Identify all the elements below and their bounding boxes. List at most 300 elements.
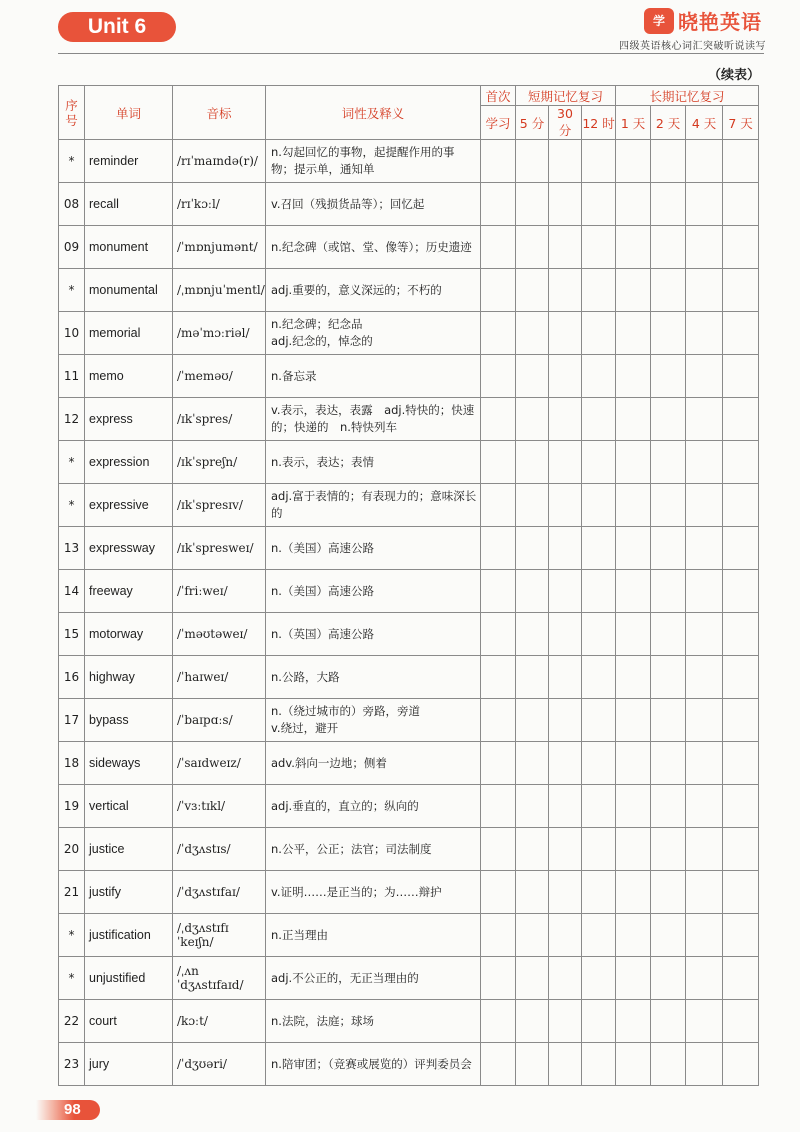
header-first-study-a: 首次 (481, 86, 516, 106)
brand-logo (644, 6, 762, 35)
review-checkbox-cell[interactable] (582, 570, 616, 613)
review-checkbox-cell[interactable] (723, 828, 759, 871)
review-checkbox-cell[interactable] (582, 957, 616, 1000)
phonetic-cell: /ˌmɒnjuˈmentl/ (173, 269, 266, 312)
row-number: 11 (59, 355, 85, 398)
review-checkbox-cell[interactable] (723, 1043, 759, 1086)
word-cell: freeway (85, 570, 173, 613)
review-checkbox-cell[interactable] (516, 957, 549, 1000)
review-checkbox-cell[interactable] (582, 226, 616, 269)
review-checkbox-cell[interactable] (549, 699, 582, 742)
review-checkbox-cell[interactable] (686, 140, 723, 183)
review-checkbox-cell[interactable] (686, 656, 723, 699)
word-cell: justification (85, 914, 173, 957)
definition-cell (266, 742, 481, 785)
definition-cell (266, 699, 481, 742)
review-checkbox-cell[interactable] (686, 957, 723, 1000)
review-checkbox-cell[interactable] (582, 355, 616, 398)
definition-cell (266, 613, 481, 656)
review-checkbox-cell[interactable] (651, 828, 686, 871)
review-checkbox-cell[interactable] (651, 226, 686, 269)
review-checkbox-cell[interactable] (516, 785, 549, 828)
review-checkbox-cell[interactable] (651, 914, 686, 957)
review-checkbox-cell[interactable] (616, 484, 651, 527)
review-checkbox-cell[interactable] (616, 226, 651, 269)
review-checkbox-cell[interactable] (616, 828, 651, 871)
table-row (59, 914, 759, 957)
review-checkbox-cell[interactable] (723, 1000, 759, 1043)
definition-line: n.公平，公正；法官；司法制度 (271, 841, 432, 856)
word-cell: expression (85, 441, 173, 484)
review-checkbox-cell[interactable] (651, 699, 686, 742)
review-checkbox-cell[interactable] (516, 183, 549, 226)
review-checkbox-cell[interactable] (516, 527, 549, 570)
review-checkbox-cell[interactable] (616, 1000, 651, 1043)
review-checkbox-cell[interactable] (516, 699, 549, 742)
phonetic-cell: /ˈmɒnjumənt/ (173, 226, 266, 269)
phonetic-cell: /ɪkˈspres/ (173, 398, 266, 441)
review-checkbox-cell[interactable] (616, 269, 651, 312)
review-checkbox-cell[interactable] (582, 656, 616, 699)
phonetic-cell: /ˈdʒʊəri/ (173, 1043, 266, 1086)
definition-cell (266, 312, 481, 355)
phonetic-cell: /ɪkˈspresɪv/ (173, 484, 266, 527)
review-checkbox-cell[interactable] (686, 226, 723, 269)
review-checkbox-cell[interactable] (481, 355, 516, 398)
review-checkbox-cell[interactable] (616, 785, 651, 828)
row-number: 17 (59, 699, 85, 742)
review-checkbox-cell[interactable] (481, 570, 516, 613)
review-checkbox-cell[interactable] (616, 183, 651, 226)
review-checkbox-cell[interactable] (686, 484, 723, 527)
review-checkbox-cell[interactable] (549, 1043, 582, 1086)
review-checkbox-cell[interactable] (616, 355, 651, 398)
review-checkbox-cell[interactable] (549, 871, 582, 914)
review-checkbox-cell[interactable] (549, 398, 582, 441)
definition-line: n.正当理由 (271, 927, 328, 942)
review-checkbox-cell[interactable] (651, 656, 686, 699)
row-number: 15 (59, 613, 85, 656)
definition-line: adv.斜向一边地；侧着 (271, 755, 387, 770)
review-checkbox-cell[interactable] (723, 441, 759, 484)
review-checkbox-cell[interactable] (651, 355, 686, 398)
review-checkbox-cell[interactable] (651, 183, 686, 226)
definition-line: n.（英国）高速公路 (271, 626, 374, 641)
review-checkbox-cell[interactable] (686, 183, 723, 226)
row-number: * (59, 484, 85, 527)
row-number: 08 (59, 183, 85, 226)
header-short-term: 短期记忆复习 (516, 86, 616, 106)
review-checkbox-cell[interactable] (723, 527, 759, 570)
review-checkbox-cell[interactable] (481, 441, 516, 484)
phonetic-cell: /ˈfriːweɪ/ (173, 570, 266, 613)
review-checkbox-cell[interactable] (481, 1043, 516, 1086)
review-checkbox-cell[interactable] (686, 871, 723, 914)
review-checkbox-cell[interactable] (516, 312, 549, 355)
definition-cell (266, 914, 481, 957)
review-checkbox-cell[interactable] (651, 613, 686, 656)
definition-cell (266, 1000, 481, 1043)
review-checkbox-cell[interactable] (616, 441, 651, 484)
review-checkbox-cell[interactable] (723, 398, 759, 441)
definition-line: n.法院，法庭；球场 (271, 1013, 374, 1028)
definition-line: n.备忘录 (271, 368, 317, 383)
review-checkbox-cell[interactable] (516, 269, 549, 312)
definition-line: n.（绕过城市的）旁路，旁道 (271, 704, 420, 718)
review-checkbox-cell[interactable] (686, 785, 723, 828)
row-number: 23 (59, 1043, 85, 1086)
continued-label: （续表） (707, 68, 760, 83)
review-checkbox-cell[interactable] (723, 484, 759, 527)
review-checkbox-cell[interactable] (516, 742, 549, 785)
review-checkbox-cell[interactable] (481, 613, 516, 656)
review-checkbox-cell[interactable] (723, 914, 759, 957)
definition-line: adj.垂直的，直立的；纵向的 (271, 798, 419, 813)
word-cell: justice (85, 828, 173, 871)
review-checkbox-cell[interactable] (582, 140, 616, 183)
review-checkbox-cell[interactable] (651, 1000, 686, 1043)
review-checkbox-cell[interactable] (651, 398, 686, 441)
review-checkbox-cell[interactable] (582, 828, 616, 871)
review-checkbox-cell[interactable] (481, 742, 516, 785)
definition-line: adj.重要的，意义深远的；不朽的 (271, 282, 442, 297)
review-checkbox-cell[interactable] (516, 1000, 549, 1043)
phonetic-cell: /ˌdʒʌstɪfɪˈkeɪʃn/ (173, 914, 266, 957)
review-checkbox-cell[interactable] (516, 656, 549, 699)
review-checkbox-cell[interactable] (549, 570, 582, 613)
review-checkbox-cell[interactable] (549, 828, 582, 871)
review-checkbox-cell[interactable] (651, 312, 686, 355)
word-cell: court (85, 1000, 173, 1043)
word-cell: bypass (85, 699, 173, 742)
definition-cell (266, 355, 481, 398)
review-checkbox-cell[interactable] (549, 1000, 582, 1043)
review-checkbox-cell[interactable] (723, 355, 759, 398)
review-checkbox-cell[interactable] (549, 183, 582, 226)
review-checkbox-cell[interactable] (582, 914, 616, 957)
word-cell: vertical (85, 785, 173, 828)
review-checkbox-cell[interactable] (686, 355, 723, 398)
header-divider (58, 53, 764, 54)
review-checkbox-cell[interactable] (549, 613, 582, 656)
review-checkbox-cell[interactable] (582, 269, 616, 312)
review-checkbox-cell[interactable] (481, 1000, 516, 1043)
word-cell: expressway (85, 527, 173, 570)
review-checkbox-cell[interactable] (481, 312, 516, 355)
row-number: 14 (59, 570, 85, 613)
definition-line: v.证明……是正当的；为……辩护 (271, 884, 442, 899)
review-checkbox-cell[interactable] (723, 570, 759, 613)
review-checkbox-cell[interactable] (481, 140, 516, 183)
review-checkbox-cell[interactable] (686, 613, 723, 656)
definition-line: n.纪念碑；纪念品 (271, 317, 363, 331)
review-checkbox-cell[interactable] (686, 312, 723, 355)
table-row (59, 527, 759, 570)
review-checkbox-cell[interactable] (723, 957, 759, 1000)
review-checkbox-cell[interactable] (616, 312, 651, 355)
phonetic-cell: /ˈməʊtəweɪ/ (173, 613, 266, 656)
review-checkbox-cell[interactable] (516, 484, 549, 527)
review-checkbox-cell[interactable] (723, 785, 759, 828)
phonetic-cell: /ˈmeməʊ/ (173, 355, 266, 398)
definition-cell (266, 957, 481, 1000)
review-checkbox-cell[interactable] (723, 269, 759, 312)
review-checkbox-cell[interactable] (481, 183, 516, 226)
table-row (59, 828, 759, 871)
review-checkbox-cell[interactable] (481, 484, 516, 527)
review-checkbox-cell[interactable] (616, 1043, 651, 1086)
definition-line: v.表示，表达，表露 adj.特快的；快速的；快递的 n.特快列车 (271, 403, 475, 434)
phonetic-cell: /məˈmɔːriəl/ (173, 312, 266, 355)
definition-cell (266, 441, 481, 484)
header-12h: 12 时 (582, 106, 616, 140)
review-checkbox-cell[interactable] (516, 871, 549, 914)
row-number: * (59, 957, 85, 1000)
review-checkbox-cell[interactable] (651, 871, 686, 914)
review-checkbox-cell[interactable] (582, 312, 616, 355)
review-checkbox-cell[interactable] (582, 441, 616, 484)
review-checkbox-cell[interactable] (616, 957, 651, 1000)
definition-cell (266, 140, 481, 183)
word-cell: sideways (85, 742, 173, 785)
word-cell: monumental (85, 269, 173, 312)
review-checkbox-cell[interactable] (651, 742, 686, 785)
vocabulary-table (58, 85, 759, 1086)
review-checkbox-cell[interactable] (723, 871, 759, 914)
review-checkbox-cell[interactable] (516, 914, 549, 957)
review-checkbox-cell[interactable] (582, 699, 616, 742)
table-row (59, 742, 759, 785)
review-checkbox-cell[interactable] (582, 785, 616, 828)
word-cell: highway (85, 656, 173, 699)
review-checkbox-cell[interactable] (651, 1043, 686, 1086)
review-checkbox-cell[interactable] (686, 699, 723, 742)
review-checkbox-cell[interactable] (651, 785, 686, 828)
review-checkbox-cell[interactable] (582, 871, 616, 914)
review-checkbox-cell[interactable] (549, 355, 582, 398)
review-checkbox-cell[interactable] (723, 613, 759, 656)
row-number: 12 (59, 398, 85, 441)
table-row (59, 656, 759, 699)
header-1day: 1 天 (616, 106, 651, 140)
review-checkbox-cell[interactable] (686, 527, 723, 570)
definition-line: adj.纪念的，悼念的 (271, 334, 373, 348)
table-row (59, 441, 759, 484)
review-checkbox-cell[interactable] (516, 355, 549, 398)
review-checkbox-cell[interactable] (516, 1043, 549, 1086)
word-cell: memo (85, 355, 173, 398)
review-checkbox-cell[interactable] (549, 226, 582, 269)
definition-cell (266, 398, 481, 441)
word-cell: reminder (85, 140, 173, 183)
review-checkbox-cell[interactable] (481, 914, 516, 957)
review-checkbox-cell[interactable] (686, 1000, 723, 1043)
review-checkbox-cell[interactable] (651, 269, 686, 312)
phonetic-cell: /ˈdʒʌstɪfaɪ/ (173, 871, 266, 914)
review-checkbox-cell[interactable] (616, 570, 651, 613)
review-checkbox-cell[interactable] (582, 183, 616, 226)
review-checkbox-cell[interactable] (549, 441, 582, 484)
review-checkbox-cell[interactable] (616, 914, 651, 957)
review-checkbox-cell[interactable] (549, 527, 582, 570)
definition-cell (266, 183, 481, 226)
review-checkbox-cell[interactable] (651, 140, 686, 183)
definition-cell (266, 570, 481, 613)
phonetic-cell: /rɪˈkɔːl/ (173, 183, 266, 226)
review-checkbox-cell[interactable] (481, 828, 516, 871)
review-checkbox-cell[interactable] (651, 441, 686, 484)
table-row (59, 1000, 759, 1043)
word-cell: expressive (85, 484, 173, 527)
review-checkbox-cell[interactable] (723, 226, 759, 269)
review-checkbox-cell[interactable] (549, 140, 582, 183)
review-checkbox-cell[interactable] (616, 656, 651, 699)
review-checkbox-cell[interactable] (516, 570, 549, 613)
row-number: * (59, 269, 85, 312)
row-number: 09 (59, 226, 85, 269)
review-checkbox-cell[interactable] (516, 441, 549, 484)
review-checkbox-cell[interactable] (481, 226, 516, 269)
logo-icon: 学 (644, 8, 674, 34)
review-checkbox-cell[interactable] (686, 441, 723, 484)
review-checkbox-cell[interactable] (582, 742, 616, 785)
review-checkbox-cell[interactable] (549, 269, 582, 312)
review-checkbox-cell[interactable] (616, 613, 651, 656)
review-checkbox-cell[interactable] (516, 140, 549, 183)
table-row (59, 570, 759, 613)
header-word: 单词 (85, 86, 173, 140)
review-checkbox-cell[interactable] (549, 656, 582, 699)
phonetic-cell: /ɪkˈspresweɪ/ (173, 527, 266, 570)
phonetic-cell: /kɔːt/ (173, 1000, 266, 1043)
review-checkbox-cell[interactable] (549, 785, 582, 828)
row-number: 16 (59, 656, 85, 699)
review-checkbox-cell[interactable] (481, 398, 516, 441)
review-checkbox-cell[interactable] (481, 269, 516, 312)
review-checkbox-cell[interactable] (582, 398, 616, 441)
review-checkbox-cell[interactable] (481, 699, 516, 742)
header-7day: 7 天 (723, 106, 759, 140)
definition-cell (266, 269, 481, 312)
review-checkbox-cell[interactable] (516, 613, 549, 656)
unit-badge: Unit 6 (58, 12, 176, 42)
header-5min: 5 分 (516, 106, 549, 140)
header-4day: 4 天 (686, 106, 723, 140)
page-number: 98 (64, 1101, 81, 1118)
row-number: * (59, 441, 85, 484)
definition-cell (266, 484, 481, 527)
review-checkbox-cell[interactable] (481, 527, 516, 570)
table-row (59, 312, 759, 355)
review-checkbox-cell[interactable] (582, 1000, 616, 1043)
table-row (59, 398, 759, 441)
header-definition: 词性及释义 (266, 86, 481, 140)
review-checkbox-cell[interactable] (516, 398, 549, 441)
definition-line: n.陪审团；（竞赛或展览的）评判委员会 (271, 1056, 472, 1071)
header-2day: 2 天 (651, 106, 686, 140)
row-number: 21 (59, 871, 85, 914)
review-checkbox-cell[interactable] (651, 527, 686, 570)
review-checkbox-cell[interactable] (686, 1043, 723, 1086)
review-checkbox-cell[interactable] (616, 527, 651, 570)
definition-cell (266, 527, 481, 570)
phonetic-cell: /ˌʌnˈdʒʌstɪfaɪd/ (173, 957, 266, 1000)
review-checkbox-cell[interactable] (582, 613, 616, 656)
table-row (59, 613, 759, 656)
word-cell: justify (85, 871, 173, 914)
header-no: 序号 (59, 86, 85, 140)
review-checkbox-cell[interactable] (723, 699, 759, 742)
definition-line: n.勾起回忆的事物，起提醒作用的事物；提示单，通知单 (271, 145, 455, 176)
table-row (59, 957, 759, 1000)
table-row (59, 871, 759, 914)
table-row (59, 355, 759, 398)
review-checkbox-cell[interactable] (616, 742, 651, 785)
review-checkbox-cell[interactable] (516, 828, 549, 871)
review-checkbox-cell[interactable] (582, 484, 616, 527)
review-checkbox-cell[interactable] (686, 914, 723, 957)
review-checkbox-cell[interactable] (549, 914, 582, 957)
table-row (59, 183, 759, 226)
definition-line: n.公路，大路 (271, 669, 340, 684)
review-checkbox-cell[interactable] (481, 785, 516, 828)
definition-cell (266, 785, 481, 828)
review-checkbox-cell[interactable] (582, 1043, 616, 1086)
review-checkbox-cell[interactable] (481, 871, 516, 914)
review-checkbox-cell[interactable] (686, 828, 723, 871)
row-number: * (59, 914, 85, 957)
review-checkbox-cell[interactable] (723, 656, 759, 699)
review-checkbox-cell[interactable] (481, 656, 516, 699)
review-checkbox-cell[interactable] (616, 699, 651, 742)
word-cell: monument (85, 226, 173, 269)
review-checkbox-cell[interactable] (549, 484, 582, 527)
review-checkbox-cell[interactable] (723, 742, 759, 785)
definition-line: n.表示，表达；表情 (271, 454, 374, 469)
book-subtitle: 四级英语核心词汇突破听说读写 (619, 41, 766, 52)
review-checkbox-cell[interactable] (651, 957, 686, 1000)
review-checkbox-cell[interactable] (549, 957, 582, 1000)
review-checkbox-cell[interactable] (686, 742, 723, 785)
phonetic-cell: /ˈhaɪweɪ/ (173, 656, 266, 699)
row-number: 22 (59, 1000, 85, 1043)
review-checkbox-cell[interactable] (516, 226, 549, 269)
review-checkbox-cell[interactable] (686, 398, 723, 441)
definition-cell (266, 871, 481, 914)
review-checkbox-cell[interactable] (616, 140, 651, 183)
review-checkbox-cell[interactable] (481, 957, 516, 1000)
review-checkbox-cell[interactable] (723, 312, 759, 355)
phonetic-cell: /ˈbaɪpɑːs/ (173, 699, 266, 742)
header-first-study-b: 学习 (481, 106, 516, 140)
review-checkbox-cell[interactable] (686, 269, 723, 312)
review-checkbox-cell[interactable] (549, 742, 582, 785)
review-checkbox-cell[interactable] (616, 398, 651, 441)
review-checkbox-cell[interactable] (686, 570, 723, 613)
review-checkbox-cell[interactable] (723, 183, 759, 226)
row-number: 18 (59, 742, 85, 785)
review-checkbox-cell[interactable] (549, 312, 582, 355)
row-number: 20 (59, 828, 85, 871)
table-row (59, 484, 759, 527)
review-checkbox-cell[interactable] (723, 140, 759, 183)
review-checkbox-cell[interactable] (582, 527, 616, 570)
review-checkbox-cell[interactable] (651, 484, 686, 527)
review-checkbox-cell[interactable] (616, 871, 651, 914)
phonetic-cell: /ˈsaɪdweɪz/ (173, 742, 266, 785)
review-checkbox-cell[interactable] (651, 570, 686, 613)
table-row (59, 699, 759, 742)
